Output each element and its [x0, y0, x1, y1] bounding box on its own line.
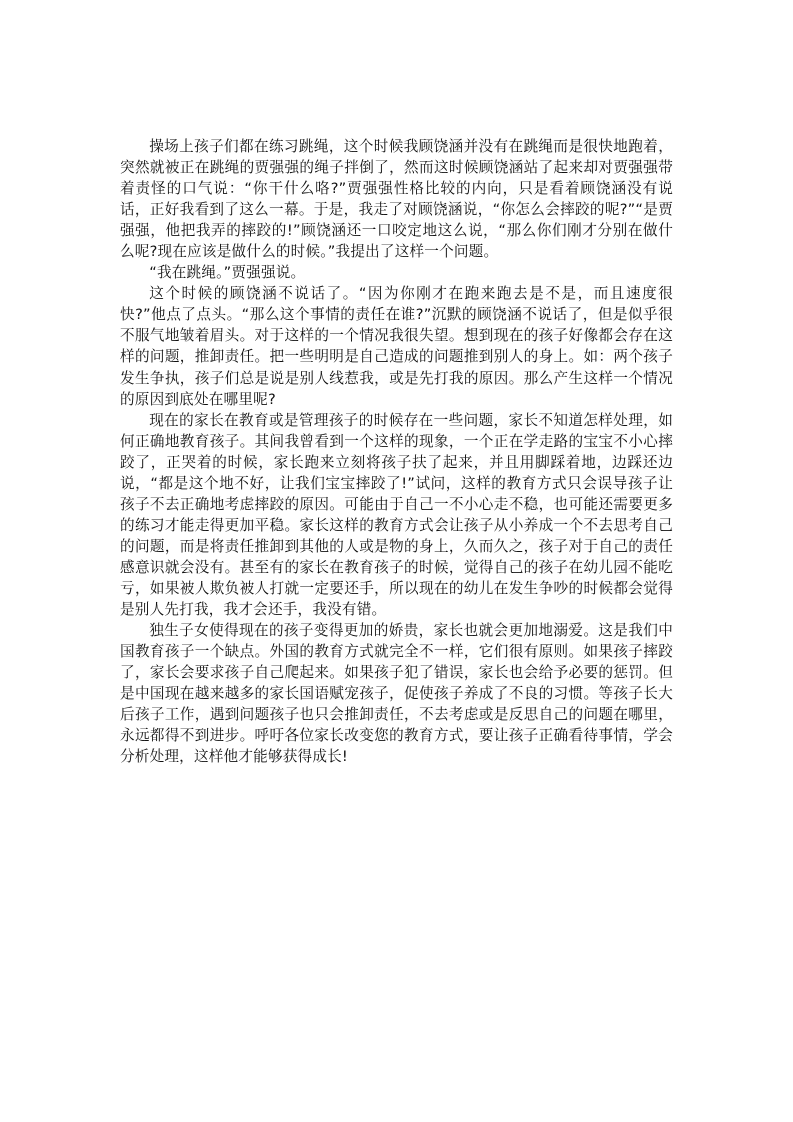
essay-body: [120, 136, 673, 767]
paragraph-3: 这个时候的顾饶涵不说话了。“因为你刚才在跑来跑去是不是，而且速度很快?”他点了点头。“那么这个事情的责任在谁?”沉默的顾饶涵不说话了，但是似乎很不服气地皱着眉头。对于这样的一个情况我很失望。想到现在的孩子好像都会存在这样的问题，推卸责任。把一些明明是自己造成的问题推到别人的身上。如：两个孩子发生争执，孩子们总是说是别人线惹我，或是先打我的原因。那么产生这样一个情况的原因到底处在哪里呢?: [120, 285, 673, 408]
paragraph-1: 操场上孩子们都在练习跳绳，这个时候我顾饶涵并没有在跳绳而是很快地跑着，突然就被正在跳绳的贾强强的绳子拌倒了，然而这时候顾饶涵站了起来却对贾强强带着责怪的口气说：“你干什么咯?”贾强强性格比较的内向，只是看着顾饶涵没有说话，正好我看到了这么一幕。于是，我走了对顾饶涵说，“你怎么会摔跤的呢?”“是贾强强，他把我弄的摔跤的!”顾饶涵还一口咬定地这么说，“那么你们刚才分别在做什么呢?现在应该是做什么的时候。”我提出了这样一个问题。: [120, 138, 673, 261]
paragraph-2: “我在跳绳。”贾强强说。: [149, 264, 306, 282]
paragraph-4: 现在的家长在教育或是管理孩子的时候存在一些问题，家长不知道怎样处理，如何正确地教育孩子。其间我曾看到一个这样的现象，一个正在学走路的宝宝不小心摔跤了，正哭着的时候，家长跑来立刻将孩子扶了起来，并且用脚踩着地，边踩还边说，“都是这个地不好，让我们宝宝摔跤了!”试问，这样的教育方式只会误导孩子让孩子不去正确地考虑摔跤的原因。可能由于自己一不小心走不稳，也可能还需要更多的练习才能走得更加平稳。家长这样的教育方式会让孩子从小养成一个不去思考自己的问题，而是将责任推卸到其他的人或是物的身上，久而久之，孩子对于自己的责任感意识就会没有。甚至有的家长在教育孩子的时候，觉得自己的孩子在幼儿园不能吃亏，如果被人欺负被人打就一定要还手，所以现在的幼儿在发生争吵的时候都会觉得是别人先打我，我才会还手，我没有错。: [120, 411, 673, 619]
paragraph-5: 独生子女使得现在的孩子变得更加的娇贵，家长也就会更加地溺爱。这是我们中国教育孩子一个缺点。外国的教育方式就完全不一样，它们很有原则。如果孩子摔跤了，家长会要求孩子自己爬起来。如果孩子犯了错误，家长也会给予必要的惩罚。但是中国现在越来越多的家长国语赋宠孩子，促使孩子养成了不良的习惯。等孩子长大后孩子工作，遇到问题孩子也只会推卸责任，不去考虑或是反思自己的问题在哪里，永远都得不到进步。呼吁各位家长改变您的教育方式，要让孩子正确看待事情，学会分析处理，这样他才能够获得成长!: [120, 622, 673, 766]
